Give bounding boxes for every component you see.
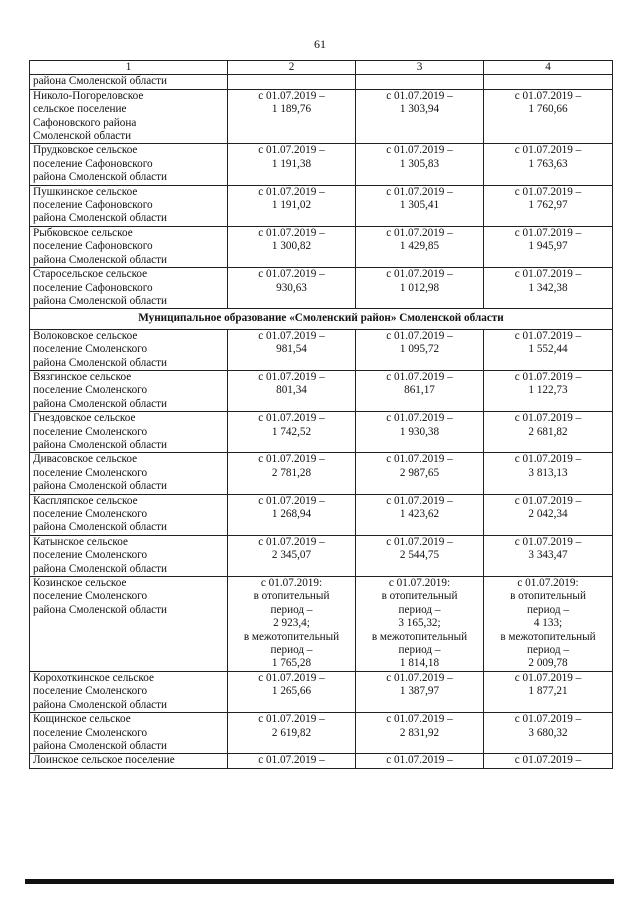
cell-line: с 01.07.2019 – [386,754,453,767]
cell-line: с 01.07.2019 – [258,713,325,726]
cell-line: 2 781,28 [271,466,312,479]
cell-line: Смоленской области [33,130,132,143]
tariff-cell-col2 [228,226,356,267]
cell-line: района Смоленской области [33,603,168,616]
cell-line: района Смоленской области [33,75,168,88]
cell-line: 1 095,72 [399,343,440,356]
cell-line: района Смоленской области [33,739,168,752]
settlement-name-cell [30,453,228,494]
cell-line: с 01.07.2019 – [386,329,453,342]
cell-line: с 01.07.2019 – [514,185,582,198]
tariff-cell-col3 [356,671,484,712]
cell-line: 1 763,63 [528,157,568,170]
cell-line: с 01.07.2019 – [386,185,453,198]
tariff-cell-col4 [484,89,613,144]
tariff-cell-col3 [356,226,484,267]
table-row [30,75,613,89]
cell-line: 1 760,66 [528,103,568,116]
cell-line: 1 765,28 [271,657,312,670]
table-row [30,453,613,494]
cell-line: 2 681,82 [528,425,568,438]
cell-line: период – [398,603,441,616]
cell-line: района Смоленской области [33,171,168,184]
cell-line: с 01.07.2019 – [258,144,325,157]
cell-line: с 01.07.2019: [260,577,323,590]
tariff-cell-col3 [356,268,484,309]
settlement-name-cell [30,412,228,453]
settlement-name-cell [30,75,228,89]
cell-line: 2 009,78 [528,657,568,670]
cell-line: 2 923,4; [273,617,310,630]
table-row [30,577,613,672]
tariff-cell-col3 [356,89,484,144]
cell-line: Дивасовское сельское [33,453,138,466]
table-row [30,329,613,370]
cell-line: поселение Смоленского [33,590,148,603]
tariff-cell-col2 [228,370,356,411]
tariff-cell-col4 [484,268,613,309]
cell-line: 2 345,07 [271,549,312,562]
cell-line: района Смоленской области [33,294,168,307]
tariff-cell-col4 [484,671,613,712]
cell-line: в отопительный [381,590,458,603]
cell-line: с 01.07.2019 – [386,144,453,157]
cell-line: Вязгинское сельское [33,370,132,383]
cell-line: 1 268,94 [271,508,312,520]
cell-line: 1 877,21 [528,685,568,698]
settlement-name-cell [30,671,228,712]
bottom-rule [25,879,614,884]
tariff-cell-col4 [484,370,613,411]
cell-line: поселение Смоленского [33,384,148,397]
cell-line: с 01.07.2019 – [258,370,325,383]
cell-line: Козинское сельское [33,577,127,590]
settlement-name-cell [30,535,228,576]
table-header-row [30,61,613,75]
tariff-cell-col3 [356,713,484,754]
cell-line: 1 814,18 [399,657,440,670]
tariff-cell-col3 [356,412,484,453]
cell-line: с 01.07.2019 – [514,713,582,726]
cell-line: поселение Смоленского [33,425,148,438]
cell-line: 1 303,94 [399,103,440,116]
cell-line: поселение Смоленского [33,508,148,520]
cell-line: Катынское сельское [33,535,128,548]
cell-line: поселение Смоленского [33,343,148,356]
cell-line: 861,17 [404,384,435,397]
cell-line: с 01.07.2019 – [514,370,582,383]
cell-line: поселение Сафоновского [33,240,153,253]
cell-line: с 01.07.2019 – [514,89,582,102]
cell-line: 1 742,52 [271,425,312,438]
cell-line: поселение Смоленского [33,726,148,739]
page-number: 61 [314,37,326,51]
cell-line: района Смоленской области [33,562,168,575]
tariff-cell-col4 [484,535,613,576]
cell-line: 1 552,44 [528,343,568,356]
cell-line: с 01.07.2019 – [514,226,582,239]
cell-line: период – [527,603,569,616]
cell-line: Гнездовское сельское [33,412,136,425]
table-row [30,185,613,226]
cell-line: 1 305,41 [399,199,440,212]
cell-line: 1 423,62 [399,508,440,520]
cell-line: с 01.07.2019 – [386,412,453,425]
settlement-name-cell [30,144,228,185]
column-header-3: 3 [356,61,484,75]
cell-line: Сафоновского района [33,116,137,129]
column-header-1: 1 [30,61,228,75]
cell-line: Прудковское сельское [33,144,138,157]
cell-line: с 01.07.2019 – [514,329,582,342]
tariff-cell-col3 [356,535,484,576]
tariff-cell-col2 [228,268,356,309]
tariff-cell-col4 [484,329,613,370]
tariff-cell-col2 [228,494,356,535]
tariff-cell-col2 [228,671,356,712]
cell-line: с 01.07.2019 – [386,268,453,281]
tariff-cell-col4 [484,494,613,535]
settlement-name-cell [30,268,228,309]
cell-line: 3 680,32 [528,726,568,739]
cell-line: с 01.07.2019 – [258,268,325,281]
table-row [30,370,613,411]
settlement-name-cell [30,494,228,535]
cell-line: 1 300,82 [271,240,312,253]
cell-line: района Смоленской области [33,397,168,410]
cell-line: с 01.07.2019 – [514,494,582,507]
cell-line: 1 387,97 [399,685,440,698]
cell-line: 2 042,34 [528,508,568,520]
cell-line: с 01.07.2019 – [514,671,582,684]
column-header-2: 2 [228,61,356,75]
settlement-name-cell [30,370,228,411]
tariff-cell-col4 [484,754,613,768]
cell-line: с 01.07.2019: [388,577,451,590]
cell-line: Корохоткинское сельское [33,671,154,684]
cell-line: Кощинское сельское [33,713,131,726]
cell-line: в межотопительный [371,630,468,643]
cell-line: Волоковское сельское [33,329,138,342]
cell-line: период – [398,644,441,657]
cell-line: 1 930,38 [399,425,440,438]
tariff-cell-col2 [228,453,356,494]
cell-line: с 01.07.2019 – [386,671,453,684]
tariff-cell-col3 [356,453,484,494]
cell-line: с 01.07.2019 – [258,535,325,548]
cell-line: 2 987,65 [399,466,440,479]
table-row [30,412,613,453]
settlement-name-cell [30,329,228,370]
tariff-cell-col3 [356,494,484,535]
cell-line: с 01.07.2019 – [386,226,453,239]
cell-line: с 01.07.2019 – [514,268,582,281]
tariff-cell-col2 [228,577,356,672]
cell-line: поселение Смоленского [33,466,148,479]
cell-line: 1 122,73 [528,384,568,397]
tariff-cell-col4 [484,577,613,672]
cell-line: поселение Сафоновского [33,157,153,170]
cell-line: Лоинское сельское поселение [33,754,175,767]
cell-line: с 01.07.2019 – [258,754,325,767]
cell-line: 3 343,47 [528,549,568,562]
cell-line: 1 429,85 [399,240,440,253]
cell-line: с 01.07.2019 – [258,329,325,342]
cell-line: 930,63 [276,281,307,294]
cell-line: с 01.07.2019 – [258,89,325,102]
cell-line: с 01.07.2019 – [514,144,582,157]
cell-line: с 01.07.2019 – [386,535,453,548]
cell-line: 1 191,02 [271,199,312,212]
tariff-cell-col2 [228,329,356,370]
settlement-name-cell [30,754,228,768]
table-row [30,226,613,267]
cell-line: района Смоленской области [33,480,168,493]
cell-line: района Смоленской области [33,212,168,225]
tariff-cell-col4 [484,713,613,754]
column-header-4: 4 [484,61,613,75]
tariff-cell-col2 [228,412,356,453]
cell-line: 1 012,98 [399,281,440,294]
cell-line: Пушкинское сельское [33,185,138,198]
cell-line: 1 191,38 [271,157,312,170]
cell-line: поселение Смоленского [33,549,148,562]
table-row [30,535,613,576]
tariff-table-body [30,61,613,769]
cell-line: период – [270,644,313,657]
tariff-cell-col3 [356,329,484,370]
tariff-cell-col4 [484,185,613,226]
cell-line: с 01.07.2019 – [386,494,453,507]
cell-line: района Смоленской области [33,521,168,534]
cell-line: период – [527,644,569,657]
cell-line: с 01.07.2019 – [258,453,325,466]
cell-line: поселение Сафоновского [33,281,153,294]
cell-line: поселение Смоленского [33,685,148,698]
cell-line: в межотопительный [500,630,596,643]
cell-line: с 01.07.2019 – [386,453,453,466]
cell-line: с 01.07.2019: [517,577,579,590]
cell-line: 981,54 [276,343,307,356]
cell-line: с 01.07.2019 – [258,494,325,507]
cell-line: 1 189,76 [271,103,312,116]
table-row [30,671,613,712]
cell-line: с 01.07.2019 – [514,754,582,767]
cell-line: с 01.07.2019 – [386,370,453,383]
cell-line: период – [270,603,313,616]
cell-line: 1 305,83 [399,157,440,170]
cell-line: 2 619,82 [271,726,312,739]
tariff-cell-col3 [356,144,484,185]
table-row [30,494,613,535]
tariff-table [29,60,613,769]
cell-line: 2 544,75 [399,549,440,562]
cell-line: с 01.07.2019 – [258,412,325,425]
tariff-cell-col2 [228,144,356,185]
cell-line: с 01.07.2019 – [386,713,453,726]
cell-line: в межотопительный [243,630,340,643]
tariff-cell-col2 [228,754,356,768]
cell-line: района Смоленской области [33,698,168,711]
tariff-cell-col2 [228,185,356,226]
tariff-cell-col3 [356,75,484,89]
cell-line: 801,34 [276,384,307,397]
cell-line: 3 165,32; [398,617,441,630]
tariff-cell-col3 [356,754,484,768]
cell-line: Николо-Погореловское [33,89,144,102]
tariff-cell-col2 [228,713,356,754]
tariff-cell-col2 [228,89,356,144]
tariff-cell-col3 [356,370,484,411]
cell-line: с 01.07.2019 – [514,453,582,466]
cell-line: 1 342,38 [528,281,568,294]
table-row [30,713,613,754]
cell-line: района Смоленской области [33,253,168,266]
table-row [30,144,613,185]
tariff-cell-col3 [356,185,484,226]
tariff-cell-col4 [484,453,613,494]
cell-line: с 01.07.2019 – [258,226,325,239]
cell-line: Рыбковское сельское [33,226,133,239]
cell-line: 3 813,13 [528,466,568,479]
section-title: Муниципальное образование «Смоленский район» Смоленской области [30,309,613,329]
tariff-cell-col2 [228,535,356,576]
table-row [30,89,613,144]
cell-line: 1 762,97 [528,199,568,212]
cell-line: 1 945,97 [528,240,568,253]
cell-line: с 01.07.2019 – [514,535,582,548]
settlement-name-cell [30,89,228,144]
settlement-name-cell [30,577,228,672]
cell-line: с 01.07.2019 – [514,412,582,425]
table-row [30,754,613,768]
settlement-name-cell [30,226,228,267]
tariff-cell-col4 [484,75,613,89]
settlement-name-cell [30,185,228,226]
table-row [30,268,613,309]
cell-line: 2 831,92 [399,726,440,739]
cell-line: поселение Сафоновского [33,199,153,212]
cell-line: района Смоленской области [33,356,168,369]
tariff-cell-col3 [356,577,484,672]
tariff-cell-col4 [484,412,613,453]
cell-line: в отопительный [510,590,586,603]
cell-line: с 01.07.2019 – [258,185,325,198]
section-header-row [30,309,613,329]
tariff-cell-col4 [484,144,613,185]
tariff-cell-col2 [228,75,356,89]
cell-line: Старосельское сельское [33,268,148,281]
cell-line: с 01.07.2019 – [258,671,325,684]
cell-line: в отопительный [253,590,330,603]
cell-line: с 01.07.2019 – [386,89,453,102]
tariff-cell-col4 [484,226,613,267]
settlement-name-cell [30,713,228,754]
cell-line: 4 133; [533,617,563,630]
cell-line: Каспляпское сельское [33,494,138,507]
cell-line: района Смоленской области [33,438,168,451]
cell-line: 1 265,66 [271,685,312,698]
cell-line: сельское поселение [33,103,127,116]
